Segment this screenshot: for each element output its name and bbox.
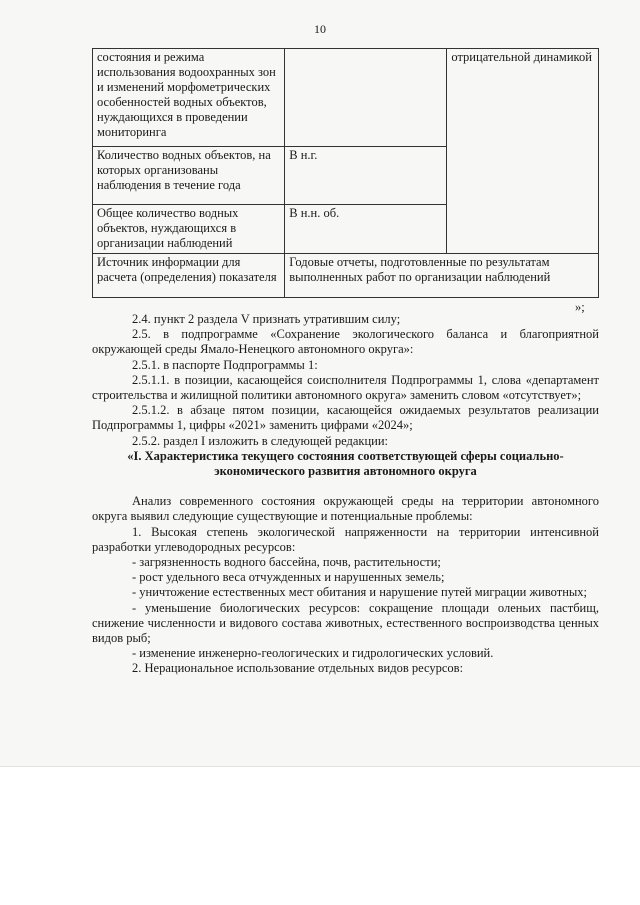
paragraph: 2.4. пункт 2 раздела V признать утратившим силу; bbox=[132, 312, 401, 326]
table-cell: В н.н. об. bbox=[285, 205, 447, 254]
table-cell: Источник информации для расчета (определения) показателя bbox=[93, 254, 285, 298]
list-item: - рост удельного веса отчужденных и нарушенных земель; bbox=[132, 570, 445, 585]
list-item: - загрязненность водного бассейна, почв, растительности; bbox=[132, 555, 441, 570]
paragraph: Анализ современного состояния окружающей среды на территории автономного округа выявил следующие существующие и потенциальные проблемы: bbox=[92, 494, 599, 524]
paragraph: 1. Высокая степень экологической напряженности на территории интенсивной разработки углеводородных ресурсов: bbox=[92, 524, 599, 554]
paragraph: 2. Нерациональное использование отдельных видов ресурсов: bbox=[132, 661, 464, 676]
paragraph: 2.5.1. в паспорте Подпрограммы 1: bbox=[132, 357, 318, 372]
page-number: 10 bbox=[314, 22, 326, 36]
paragraph: 2.5. в подпрограмме «Сохранение экологического баланса и благоприятной окружающей среды Ямало-Ненецкого автономного округа»: bbox=[92, 327, 599, 357]
table-row bbox=[93, 49, 599, 147]
table-cell: Годовые отчеты, подготовленные по результатам выполненных работ по организации наблюдений bbox=[285, 254, 599, 298]
paragraph: 2.5.2. раздел I изложить в следующей редакции: bbox=[132, 433, 389, 448]
section-heading: «I. Характеристика текущего состояния соответствующей сферы социально-экономического развития автономного округа bbox=[127, 448, 564, 479]
table-cell-merged: отрицательной динамикой bbox=[447, 49, 599, 254]
paragraph: 2.5.1.1. в позиции, касающейся соисполнителя Подпрограммы 1, слова «департамент строительства и жилищной политики автономного округа» заменить словом «отсутствует»; bbox=[92, 372, 599, 403]
closing-quote: »; bbox=[575, 300, 585, 314]
table-cell bbox=[285, 49, 447, 147]
list-item: - уменьшение биологических ресурсов: сокращение площади оленьих пастбищ, снижение численности и видового состава животных, естественного воспроизводства ценных видов рыб; bbox=[92, 600, 599, 646]
paragraph: 2.5.1.2. в абзаце пятом позиции, касающейся ожидаемых результатов реализации Подпрограммы 1, цифры «2021» заменить цифрами «2024»; bbox=[92, 403, 599, 433]
indicator-table bbox=[92, 48, 599, 298]
table-cell: состояния и режима использования водоохранных зон и изменений морфометрических особенностей водных объектов, нуждающихся в проведении мониторинга bbox=[93, 49, 285, 147]
table-row bbox=[93, 254, 599, 298]
document-body bbox=[92, 312, 599, 677]
list-item: - уничтожение естественных мест обитания и нарушение путей миграции животных; bbox=[132, 585, 587, 600]
table-cell: В н.г. bbox=[285, 147, 447, 205]
table-cell: Количество водных объектов, на которых организованы наблюдения в течение года bbox=[93, 147, 285, 205]
table-cell: Общее количество водных объектов, нуждающихся в организации наблюдений bbox=[93, 205, 285, 254]
list-item: - изменение инженерно-геологических и гидрологических условий. bbox=[132, 646, 494, 661]
